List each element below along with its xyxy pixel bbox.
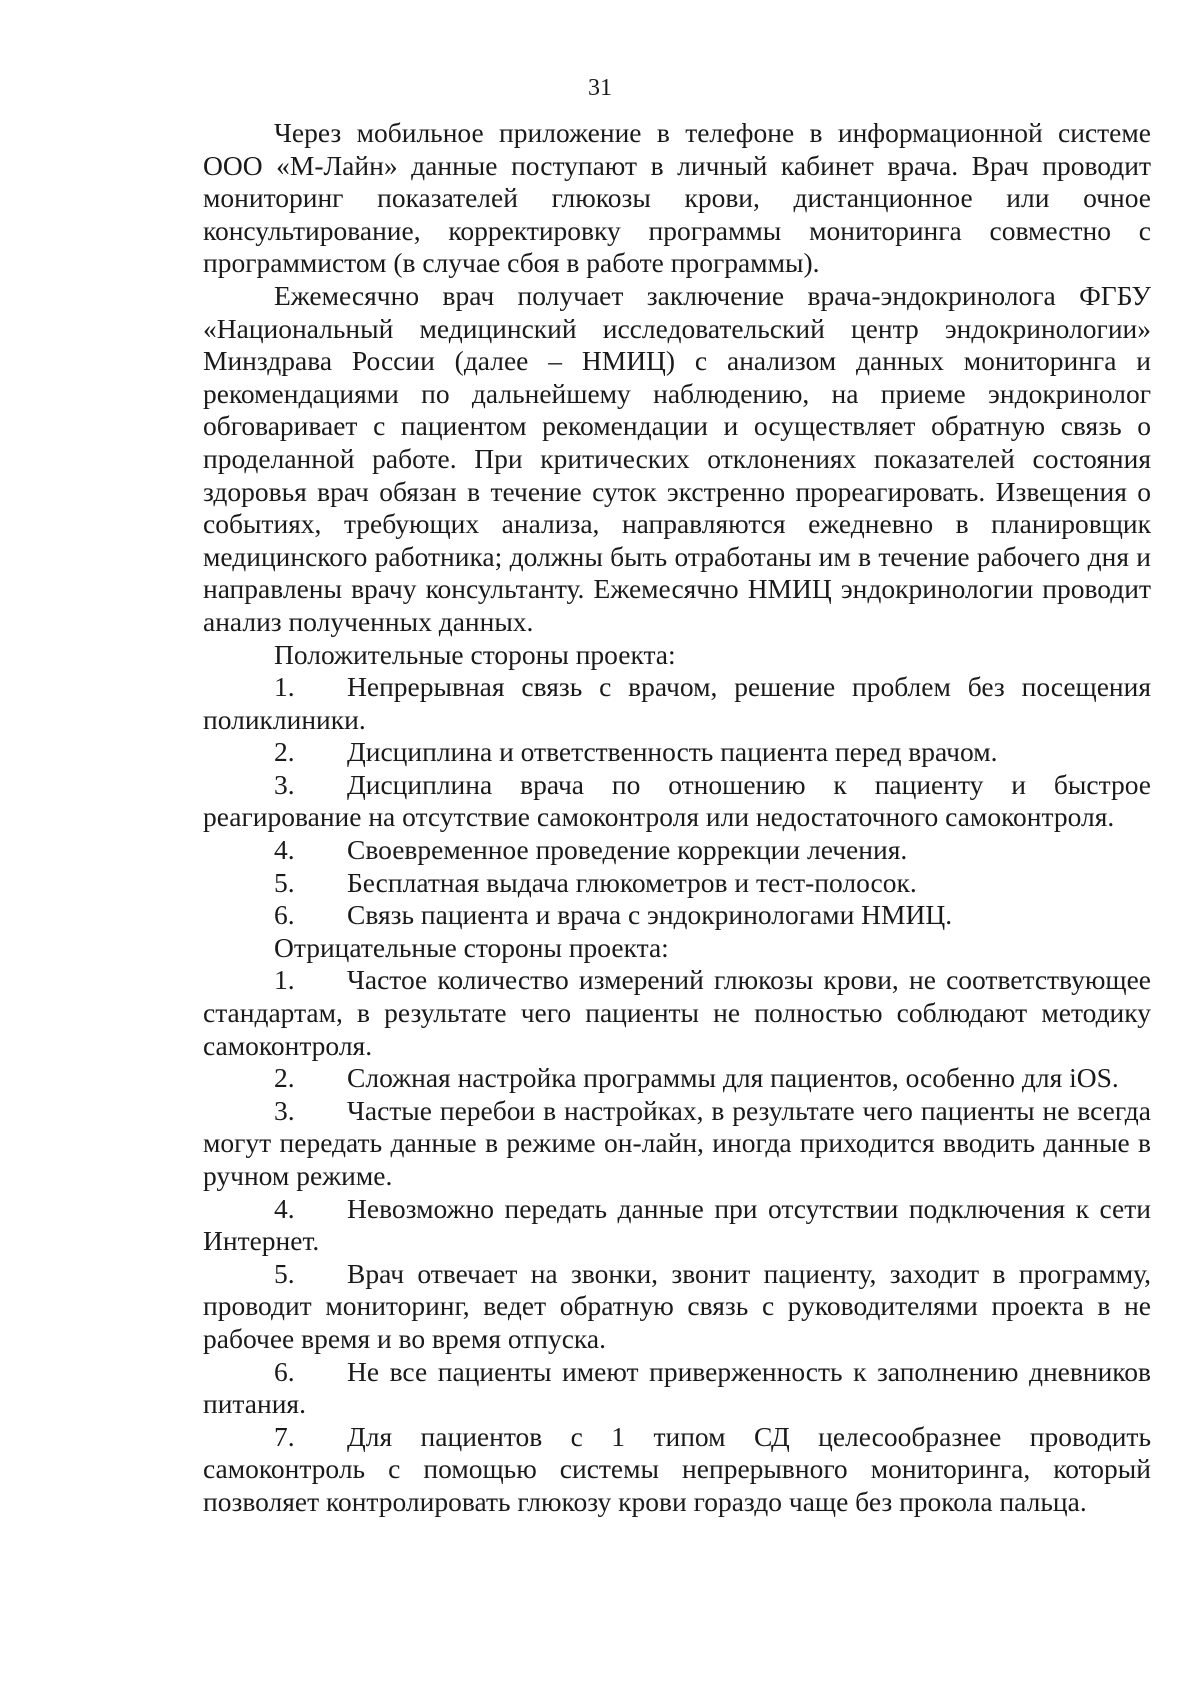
item-text: Своевременное проведение коррекции лечения.	[347, 834, 908, 866]
list-item	[203, 1062, 1151, 1095]
item-number: 2.	[274, 736, 295, 768]
positive-heading: Положительные стороны проекта:	[274, 638, 676, 670]
list-item	[203, 1421, 1151, 1519]
item-text: Связь пациента и врача с эндокринологами НМИЦ.	[347, 899, 953, 931]
list-item	[203, 834, 1151, 867]
item-number: 2.	[274, 1062, 295, 1094]
item-text: Частое количество измерений глюкозы крови, не соответствующее стандартам, в результате чего пациенты не полностью соблюдают методику самоконтроля.	[203, 964, 1151, 1061]
list-item	[203, 1095, 1151, 1193]
document-body	[203, 117, 1151, 1519]
paragraph-mline-app: Через мобильное приложение в телефоне в информационной системе ООО «М-Лайн» данные поступают в личный кабинет врача. Врач проводит мониторинг показателей глюкозы крови, дистанционное или очное консультирование, корректировку программы мониторинга совместно с программистом (в случае сбоя в работе программы).	[203, 117, 1151, 279]
list-item	[203, 964, 1151, 1062]
item-text: Дисциплина и ответственность пациента перед врачом.	[347, 736, 998, 768]
item-number: 6.	[274, 1355, 295, 1387]
item-text: Бесплатная выдача глюкометров и тест-полосок.	[347, 866, 917, 898]
list-item	[203, 671, 1151, 736]
list-item	[203, 1258, 1151, 1356]
negative-heading: Отрицательные стороны проекта:	[274, 931, 669, 963]
item-number: 3.	[274, 768, 295, 800]
item-number: 7.	[274, 1420, 295, 1452]
item-number: 3.	[274, 1094, 295, 1126]
item-text: Для пациентов с 1 типом СД целесообразнее проводить самоконтроль с помощью системы непрерывного мониторинга, который позволяет контролировать глюкозу крови гораздо чаще без прокола пальца.	[203, 1420, 1151, 1517]
item-number: 4.	[274, 1192, 295, 1224]
paragraph-monthly-conclusion: Ежемесячно врач получает заключение врача-эндокринолога ФГБУ «Национальный медицинский исследовательский центр эндокринологии» Минздрава России (далее – НМИЦ) с анализом данных мониторинга и рекомендациями по дальнейшему наблюдению, на приеме эндокринолог обговаривает с пациентом рекомендации и осуществляет обратную связь о проделанной работе. При критических отклонениях показателей состояния здоровья врач обязан в течение суток экстренно прореагировать. Извещения о событиях, требующих анализа, направляются ежедневно в планировщик медицинского работника; должны быть отработаны им в течение рабочего дня и направлены врачу консультанту. Ежемесячно НМИЦ эндокринологии проводит анализ полученных данных.	[203, 279, 1151, 637]
item-number: 5.	[274, 1257, 295, 1289]
page-number: 31	[588, 75, 612, 101]
list-item	[203, 867, 1151, 900]
list-item	[203, 736, 1151, 769]
negative-list	[203, 964, 1151, 1518]
list-item	[203, 1356, 1151, 1421]
list-item	[203, 899, 1151, 932]
item-number: 5.	[274, 866, 295, 898]
list-item	[203, 1193, 1151, 1258]
item-number: 4.	[274, 834, 295, 866]
item-number: 1.	[274, 671, 295, 703]
positive-list	[203, 671, 1151, 932]
list-item	[203, 769, 1151, 834]
item-text: Сложная настройка программы для пациентов, особенно для iOS.	[347, 1062, 1119, 1094]
item-number: 1.	[274, 964, 295, 996]
item-number: 6.	[274, 899, 295, 931]
item-text: Дисциплина врача по отношению к пациенту и быстрое реагирование на отсутствие самоконтроля или недостаточного самоконтроля.	[203, 768, 1151, 833]
item-text: Не все пациенты имеют приверженность к заполнению дневников питания.	[203, 1355, 1151, 1420]
item-text: Непрерывная связь с врачом, решение проблем без посещения поликлиники.	[203, 671, 1151, 735]
item-text: Врач отвечает на звонки, звонит пациенту, заходит в программу, проводит мониторинг, ведет обратную связь с руководителями проекта в не рабочее время и во время отпуска.	[203, 1257, 1151, 1354]
item-text: Частые перебои в настройках, в результате чего пациенты не всегда могут передать данные в режиме он-лайн, иногда приходится вводить данные в ручном режиме.	[203, 1094, 1151, 1191]
item-text: Невозможно передать данные при отсутствии подключения к сети Интернет.	[203, 1192, 1151, 1257]
